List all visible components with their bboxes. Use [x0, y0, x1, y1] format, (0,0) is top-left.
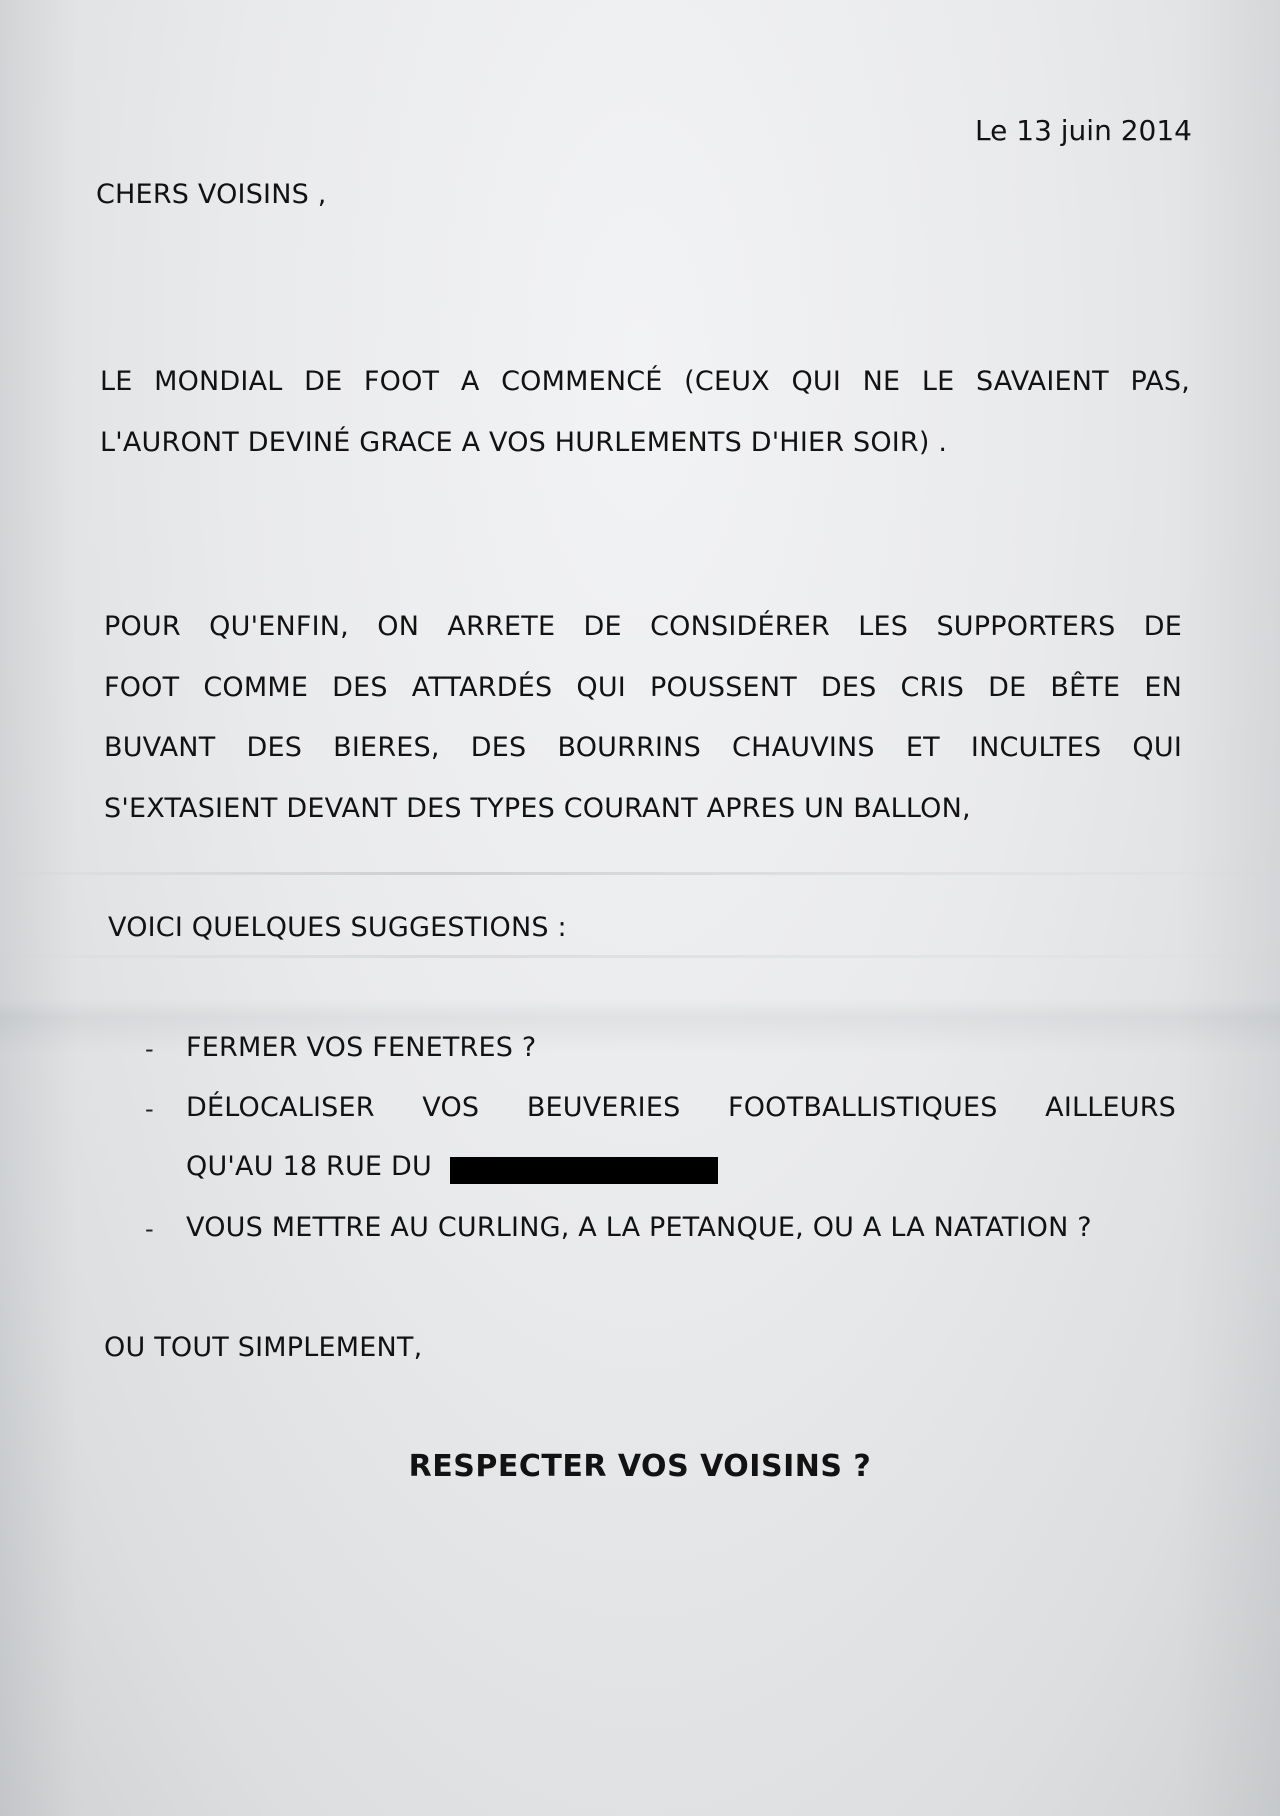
paper-fold-crease-secondary — [0, 955, 1280, 958]
redacted-address-bar — [450, 1157, 718, 1184]
bullet-dash: - — [145, 1215, 154, 1243]
final-question: RESPECTER VOS VOISINS ? — [408, 1449, 872, 1484]
paragraph-2-line-3: BUVANT DES BIERES, DES BOURRINS CHAUVINS ET INCULTES QUI — [104, 732, 1182, 763]
suggestion-item-3: VOUS METTRE AU CURLING, A LA PETANQUE, OU A LA NATATION ? — [186, 1212, 1092, 1243]
paragraph-2-line-2: FOOT COMME DES ATTARDÉS QUI POUSSENT DES CRIS DE BÊTE EN — [104, 672, 1182, 703]
bullet-dash: - — [145, 1035, 154, 1063]
paragraph-1-line-1: LE MONDIAL DE FOOT A COMMENCÉ (CEUX QUI NE LE SAVAIENT PAS, — [100, 366, 1190, 397]
bullet-dash: - — [145, 1095, 154, 1123]
suggestion-item-2-line-1: DÉLOCALISER VOS BEUVERIES FOOTBALLISTIQUES AILLEURS — [186, 1092, 1176, 1123]
letter-greeting: CHERS VOISINS , — [96, 179, 327, 210]
suggestion-item-2-line-2: QU'AU 18 RUE DU — [186, 1151, 432, 1182]
suggestion-item-1: FERMER VOS FENETRES ? — [186, 1032, 537, 1063]
paragraph-2-line-4: S'EXTASIENT DEVANT DES TYPES COURANT APRES UN BALLON, — [104, 793, 971, 824]
closing-line: OU TOUT SIMPLEMENT, — [104, 1332, 423, 1363]
letter-date: Le 13 juin 2014 — [975, 114, 1192, 147]
paragraph-1-line-2: L'AURONT DEVINÉ GRACE A VOS HURLEMENTS D'HIER SOIR) . — [100, 427, 948, 458]
paragraph-2-line-1: POUR QU'ENFIN, ON ARRETE DE CONSIDÉRER LES SUPPORTERS DE — [104, 611, 1182, 642]
paper-fold-crease — [0, 872, 1280, 875]
suggestions-intro: VOICI QUELQUES SUGGESTIONS : — [108, 912, 567, 943]
